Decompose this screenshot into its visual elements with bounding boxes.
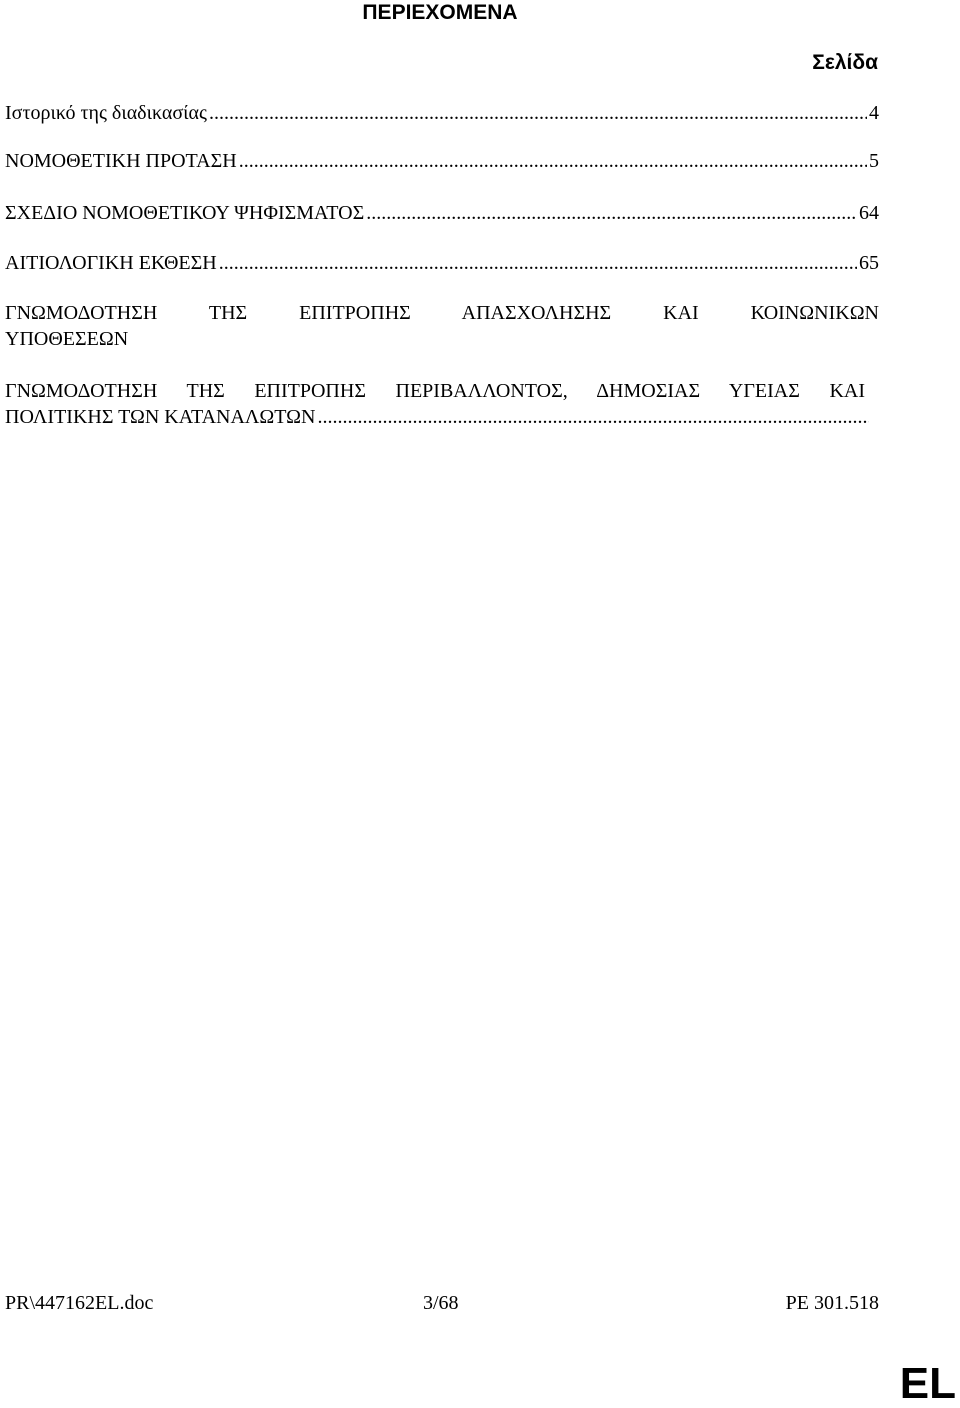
- toc-dot-leader: [317, 404, 869, 430]
- toc-dot-leader: [239, 148, 867, 174]
- toc-entry-page: 5: [869, 150, 879, 172]
- toc-entry-page: 4: [869, 102, 879, 124]
- toc-entry-opinion-environment[interactable]: [5, 378, 879, 430]
- toc-dot-leader: [366, 200, 857, 226]
- toc-entry-title: ΑΙΤΙΟΛΟΓΙΚΗ ΕΚΘΕΣΗ: [5, 252, 217, 274]
- toc-entry-explanatory-statement[interactable]: [5, 250, 879, 276]
- footer-document-ref: PR\447162EL.doc: [5, 1292, 154, 1314]
- toc-entry-opinion-employment[interactable]: [5, 300, 879, 352]
- page-title: ΠΕΡΙΕΧΟΜΕΝΑ: [362, 1, 518, 24]
- toc-entry-title: ΣΧΕΔΙΟ ΝΟΜΟΘΕΤΙΚΟΥ ΨΗΦΙΣΜΑΤΟΣ: [5, 202, 365, 224]
- footer-page-indicator: 3/68: [423, 1292, 459, 1314]
- toc-entry-title-line-2: ΠΟΛΙΤΙΚΗΣ ΤΩΝ ΚΑΤΑΝΑΛΩΤΩΝ: [5, 406, 316, 428]
- toc-entry-draft-resolution[interactable]: [5, 200, 879, 226]
- footer-pe-number: PE 301.518: [785, 1292, 879, 1314]
- toc-entry-page: 65: [859, 252, 879, 274]
- toc-entry-title-line-1: ΓΝΩΜΟΔΟΤΗΣΗ ΤΗΣ ΕΠΙΤΡΟΠΗΣ ΑΠΑΣΧΟΛΗΣΗΣ ΚΑΙ ΚΟΙΝΩΝΙΚΩΝ: [5, 302, 879, 324]
- toc-entry-page: 64: [859, 202, 879, 224]
- toc-dot-leader: [219, 250, 857, 276]
- toc-entry-legislative-proposal[interactable]: [5, 148, 879, 174]
- toc-entry-title: ΝΟΜΟΘΕΤΙΚΗ ΠΡΟΤΑΣΗ: [5, 150, 237, 172]
- language-code-badge: EL: [899, 1359, 956, 1408]
- page-column-header: Σελίδα: [812, 51, 878, 74]
- toc-entry-title: Ιστορικό της διαδικασίας: [5, 102, 207, 124]
- toc-entry-title-line-1: ΓΝΩΜΟΔΟΤΗΣΗ ΤΗΣ ΕΠΙΤΡΟΠΗΣ ΠΕΡΙΒΑΛΛΟΝΤΟΣ, ΔΗΜΟΣΙΑΣ ΥΓΕΙΑΣ ΚΑΙ: [5, 380, 865, 402]
- toc-dot-leader: [209, 100, 867, 126]
- toc-entry-history[interactable]: [5, 100, 879, 126]
- toc-entry-title-line-2: ΥΠΟΘΕΣΕΩΝ: [5, 328, 129, 350]
